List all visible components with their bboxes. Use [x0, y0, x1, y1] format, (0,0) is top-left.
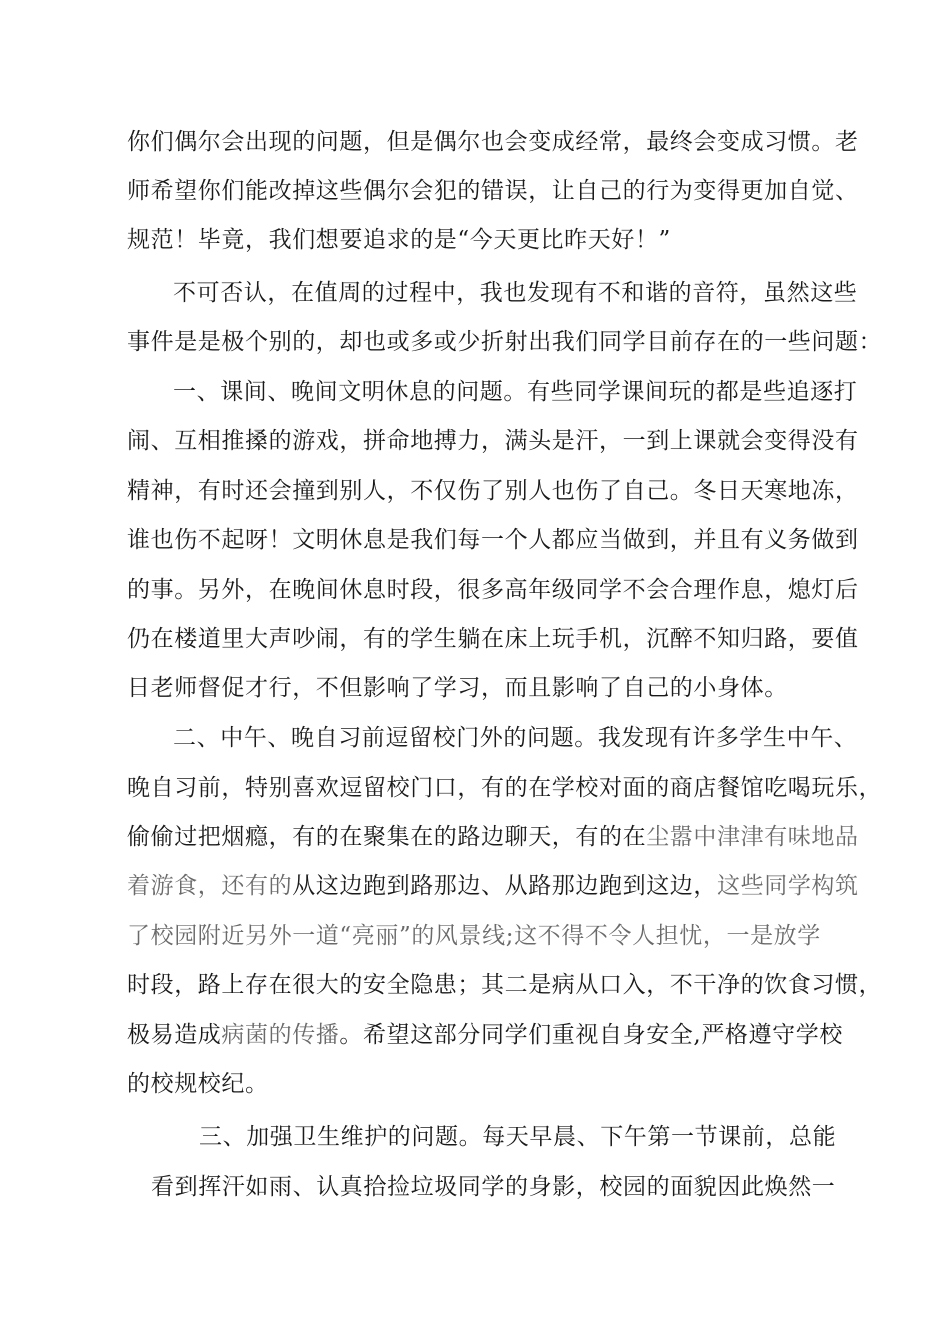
text-line: [127, 822, 859, 852]
text-segment: 。希望这部分同学们重视自身安全,严格遵守学校: [339, 1022, 843, 1048]
text-line: 师希望你们能改掉这些偶尔会犯的错误，让自己的行为变得更加自觉、: [127, 178, 859, 204]
text-line: 谁也伤不起呀！文明休息是我们每一个人都应当做到，并且有义务做到: [127, 527, 859, 553]
text-line: 看到挥汗如雨、认真拾捡垃圾同学的身影，校园的面貌因此焕然一: [151, 1174, 836, 1200]
text-line: 的校规校纪。: [127, 1071, 269, 1097]
text-segment: 极易造成: [127, 1022, 222, 1048]
paragraph-start-line: 不可否认，在值周的过程中，我也发现有不和谐的音符，虽然这些: [173, 280, 858, 306]
gray-text-segment: 着游食，还有的: [127, 873, 293, 899]
text-line: [127, 871, 859, 901]
section-one-heading-line: 一、课间、晚间文明休息的问题。有些同学课间玩的都是些追逐打: [173, 379, 858, 405]
text-line: 晚自习前，特别喜欢逗留校门口，有的在学校对面的商店餐馆吃喝玩乐，: [127, 775, 883, 801]
text-segment: 从这边跑到路那边、从路那边跑到这边，: [292, 873, 718, 899]
text-line: 仍在楼道里大声吵闹，有的学生躺在床上玩手机，沉醉不知归路，要值: [127, 626, 859, 652]
text-line: 事件是是极个别的，却也或多或少折射出我们同学目前存在的一些问题：: [127, 329, 883, 355]
text-line: 了校园附近另外一道“亮丽”的风景线;这不得不令人担忧，一是放学: [127, 923, 821, 949]
text-line: 时段，路上存在很大的安全隐患；其二是病从口入，不干净的饮食习惯，: [127, 972, 883, 998]
gray-text-segment: 这些同学构筑: [717, 873, 859, 899]
text-line: 规范！毕竟，我们想要追求的是“今天更比昨天好！”: [127, 227, 671, 253]
text-line: 精神，有时还会撞到别人，不仅伤了别人也伤了自己。冬日天寒地冻，: [127, 478, 859, 504]
text-line: [127, 1020, 843, 1050]
text-line: 日老师督促才行，不但影响了学习，而且影响了自己的小身体。: [127, 675, 788, 701]
section-two-heading-line: 二、中午、晚自习前逗留校门外的问题。我发现有许多学生中午、: [173, 725, 858, 751]
gray-text-segment: 尘嚣中津津有味地品: [646, 824, 859, 850]
text-line: 你们偶尔会出现的问题，但是偶尔也会变成经常，最终会变成习惯。老: [127, 129, 859, 155]
section-three-heading-line: 三、加强卫生维护的问题。每天早晨、下午第一节课前，总能: [199, 1124, 837, 1150]
text-segment: 偷偷过把烟瘾，有的在聚集在的路边聊天，有的在: [127, 824, 647, 850]
gray-text-segment: 病菌的传播: [221, 1022, 340, 1048]
text-line: 闹、互相推搡的游戏，拼命地搏力，满头是汗，一到上课就会变得没有: [127, 428, 859, 454]
text-line: 的事。另外，在晚间休息时段，很多高年级同学不会合理作息，熄灯后: [127, 577, 859, 603]
